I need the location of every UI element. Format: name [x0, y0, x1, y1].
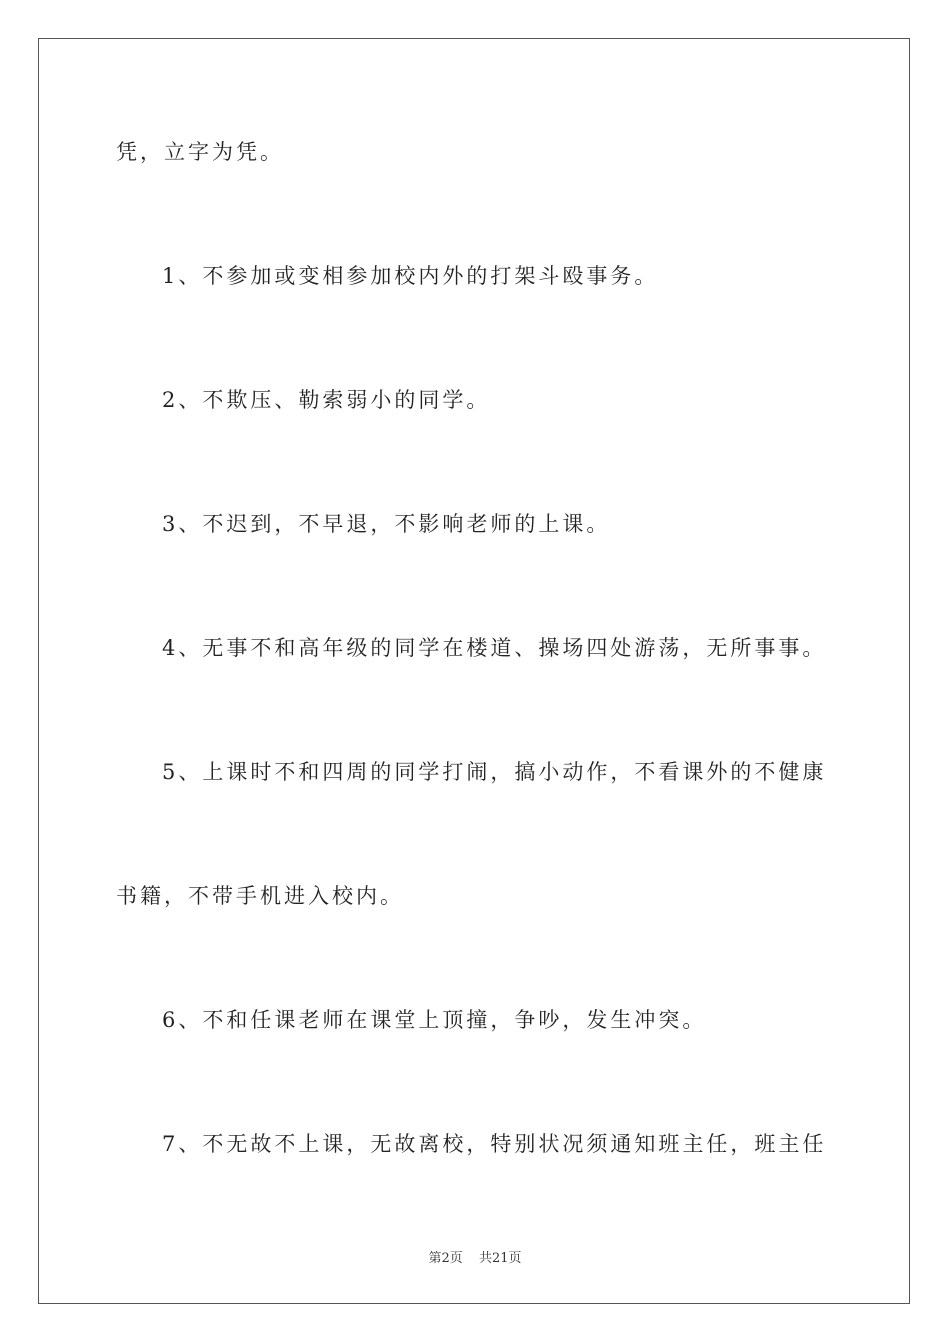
- text-line-9: 7、不无故不上课，无故离校，特别状况须通知班主任，班主任: [162, 1132, 827, 1156]
- text-line-3: 2、不欺压、勒索弱小的同学。: [162, 388, 491, 412]
- text-line-7: 书籍，不带手机进入校内。: [116, 884, 404, 908]
- page-footer: [0, 1247, 950, 1266]
- text-line-5: 4、无事不和高年级的同学在楼道、操场四处游荡，无所事事。: [162, 636, 827, 660]
- page-frame: [38, 38, 910, 1304]
- text-line-1: 凭，立字为凭。: [116, 140, 284, 164]
- page-total: 共21页: [478, 1251, 522, 1266]
- text-line-2: 1、不参加或变相参加校内外的打架斗殴事务。: [162, 264, 659, 288]
- text-line-4: 3、不迟到，不早退，不影响老师的上课。: [162, 512, 611, 536]
- text-line-6: 5、上课时不和四周的同学打闹，搞小动作，不看课外的不健康: [162, 760, 827, 784]
- page-number: 第2页: [428, 1251, 463, 1266]
- text-line-8: 6、不和任课老师在课堂上顶撞，争吵，发生冲突。: [162, 1008, 707, 1032]
